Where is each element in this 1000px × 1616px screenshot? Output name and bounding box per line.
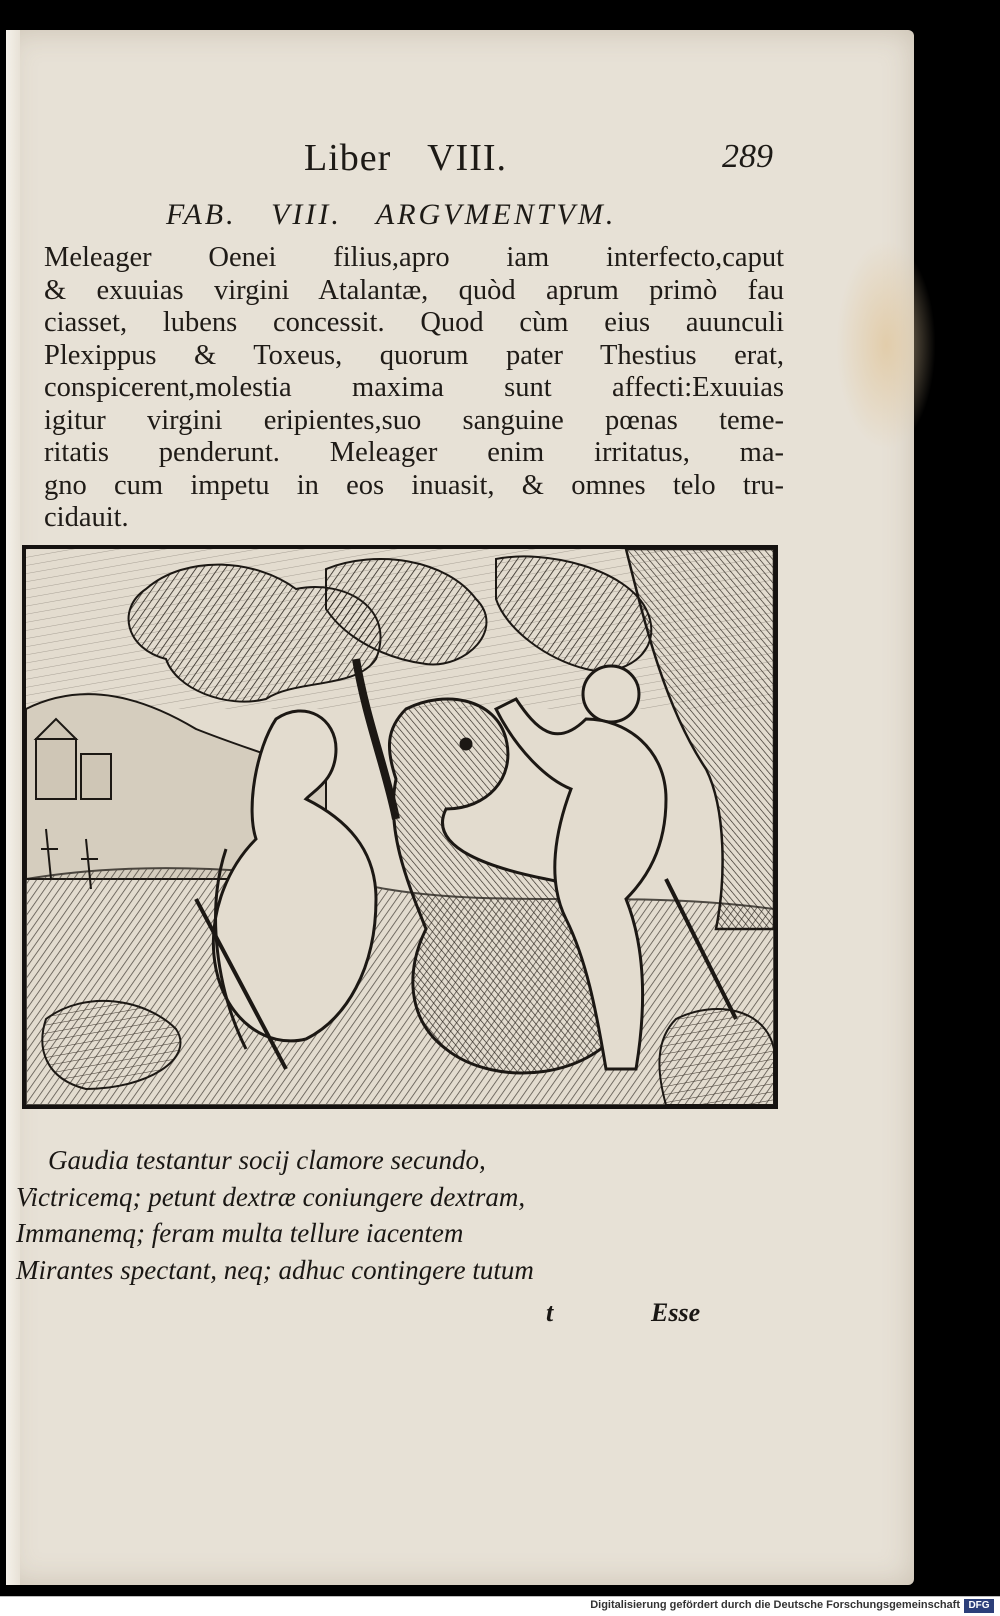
page-header bbox=[6, 130, 914, 190]
catchword: Esse bbox=[651, 1298, 701, 1327]
verse-line: Immanemq; feram multa tellure iacentem bbox=[16, 1218, 464, 1248]
page-number: 289 bbox=[722, 138, 773, 175]
argument-line: igitur virgini eripientes,suo sanguine pœnas teme- bbox=[44, 404, 784, 436]
signature-mark: t bbox=[546, 1298, 554, 1327]
digitization-footer bbox=[0, 1596, 1000, 1616]
argument-line: ciasset, lubens concessit. Quod cùm eius auunculi bbox=[44, 307, 784, 338]
woodcut-scene bbox=[26, 549, 774, 1105]
fable-heading: FAB. VIII. ARGVMENTVM. bbox=[166, 198, 617, 231]
running-title: Liber VIII. bbox=[304, 137, 508, 179]
verse-line: Gaudia testantur socij clamore secundo, bbox=[48, 1145, 486, 1175]
dfg-logo: DFG bbox=[964, 1599, 994, 1613]
argument-line: & exuuias virgini Atalantæ, quòd aprum primò fau bbox=[44, 274, 784, 306]
argument-line: Meleager Oenei filius,apro iam interfecto,caput bbox=[44, 242, 784, 273]
argument-paragraph bbox=[44, 242, 784, 535]
argument-line: cidauit. bbox=[44, 502, 129, 533]
argument-line: ritatis penderunt. Meleager enim irritatus, ma- bbox=[44, 437, 784, 468]
verse-line: Mirantes spectant, neq; adhuc contingere tutum bbox=[16, 1254, 534, 1285]
verse-block bbox=[16, 1142, 716, 1288]
verse-line: Victricemq; petunt dextræ coniungere dextram, bbox=[16, 1181, 526, 1212]
book-page bbox=[6, 30, 914, 1585]
argument-line: Plexippus & Toxeus, quorum pater Thestius erat, bbox=[44, 339, 784, 371]
argument-line: conspicerent,molestia maxima sunt affecti:Exuuias bbox=[44, 372, 784, 403]
footer-credit: Digitalisierung gefördert durch die Deutsche Forschungsgemeinschaft bbox=[590, 1599, 960, 1611]
paper-stain bbox=[836, 240, 936, 450]
page-edge-highlight bbox=[6, 30, 20, 1585]
woodcut-illustration bbox=[22, 545, 778, 1109]
argument-line: gno cum impetu in eos inuasit, & omnes telo tru- bbox=[44, 469, 784, 501]
